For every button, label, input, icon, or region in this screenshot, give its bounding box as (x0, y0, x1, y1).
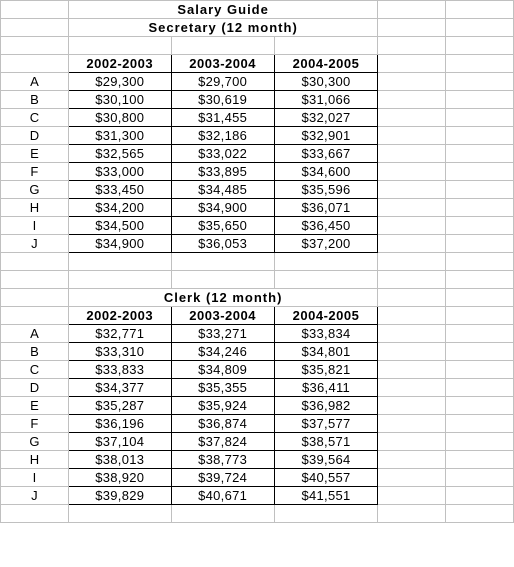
salary-cell[interactable]: $33,833 (68, 361, 171, 379)
sheet-cell[interactable] (171, 271, 274, 289)
salary-cell[interactable]: $37,104 (68, 433, 171, 451)
salary-cell[interactable]: $33,310 (68, 343, 171, 361)
salary-cell[interactable]: $34,500 (68, 217, 171, 235)
sheet-cell[interactable] (274, 253, 378, 271)
grade-label[interactable]: A (1, 73, 69, 91)
sheet-cell[interactable] (446, 91, 514, 109)
table-row (1, 109, 514, 127)
sheet-cell[interactable] (378, 253, 446, 271)
sheet-cell[interactable] (446, 379, 514, 397)
salary-cell[interactable]: $32,901 (274, 127, 378, 145)
sheet-cell[interactable] (446, 145, 514, 163)
sheet-cell[interactable] (446, 415, 514, 433)
sheet-cell[interactable] (446, 487, 514, 505)
salary-cell[interactable]: $33,895 (171, 163, 274, 181)
sheet-cell[interactable] (378, 91, 446, 109)
salary-cell[interactable]: $34,246 (171, 343, 274, 361)
sheet-cell[interactable] (446, 253, 514, 271)
sheet-cell[interactable] (378, 433, 446, 451)
sheet-cell[interactable] (446, 19, 514, 37)
sheet-cell[interactable] (446, 199, 514, 217)
salary-cell[interactable]: $34,801 (274, 343, 378, 361)
sheet-cell[interactable] (378, 127, 446, 145)
sheet-cell[interactable] (378, 505, 446, 523)
salary-cell[interactable]: $34,900 (68, 235, 171, 253)
sheet-cell[interactable] (446, 37, 514, 55)
sheet-cell[interactable] (1, 1, 69, 19)
salary-cell[interactable]: $30,800 (68, 109, 171, 127)
grade-label[interactable]: D (1, 127, 69, 145)
table-row (1, 325, 514, 343)
salary-cell[interactable]: $37,200 (274, 235, 378, 253)
section-title-row (1, 19, 514, 37)
sheet-cell[interactable] (68, 37, 171, 55)
sheet-cell[interactable] (1, 307, 69, 325)
grade-label[interactable]: I (1, 469, 69, 487)
sheet-cell[interactable] (446, 127, 514, 145)
grade-label[interactable]: E (1, 397, 69, 415)
salary-cell[interactable]: $30,300 (274, 73, 378, 91)
sheet-cell[interactable] (378, 55, 446, 73)
salary-cell[interactable]: $34,809 (171, 361, 274, 379)
grade-label[interactable]: C (1, 109, 69, 127)
table-row (1, 127, 514, 145)
sheet-cell[interactable] (378, 415, 446, 433)
salary-cell[interactable]: $33,667 (274, 145, 378, 163)
grade-label[interactable]: C (1, 361, 69, 379)
grade-label[interactable]: A (1, 325, 69, 343)
sheet-cell[interactable] (378, 361, 446, 379)
grade-label[interactable]: J (1, 487, 69, 505)
salary-cell[interactable]: $36,411 (274, 379, 378, 397)
table-row (1, 361, 514, 379)
sheet-cell[interactable] (378, 289, 446, 307)
sheet-cell[interactable] (446, 505, 514, 523)
sheet-cell[interactable] (274, 271, 378, 289)
salary-cell[interactable]: $29,700 (171, 73, 274, 91)
sheet-cell[interactable] (171, 505, 274, 523)
sheet-cell[interactable] (274, 37, 378, 55)
sheet-cell[interactable] (446, 433, 514, 451)
salary-cell[interactable]: $30,619 (171, 91, 274, 109)
sheet-cell[interactable] (1, 19, 69, 37)
grade-label[interactable]: B (1, 343, 69, 361)
sheet-cell[interactable] (446, 163, 514, 181)
grade-label[interactable]: F (1, 163, 69, 181)
salary-cell[interactable]: $34,600 (274, 163, 378, 181)
sheet-cell[interactable] (446, 235, 514, 253)
table-row (1, 469, 514, 487)
salary-cell[interactable]: $34,900 (171, 199, 274, 217)
salary-cell[interactable]: $33,000 (68, 163, 171, 181)
header-row (1, 55, 514, 73)
salary-cell[interactable]: $38,773 (171, 451, 274, 469)
salary-cell[interactable]: $32,771 (68, 325, 171, 343)
sheet-cell[interactable] (378, 217, 446, 235)
table-row (1, 235, 514, 253)
sheet-cell[interactable] (446, 1, 514, 19)
table-row (1, 73, 514, 91)
sheet-cell[interactable] (1, 253, 69, 271)
salary-cell[interactable]: $35,821 (274, 361, 378, 379)
salary-cell[interactable]: $33,834 (274, 325, 378, 343)
sheet-cell[interactable] (446, 343, 514, 361)
table-row (1, 199, 514, 217)
sheet-cell[interactable] (446, 289, 514, 307)
sheet-cell[interactable] (446, 73, 514, 91)
table-row (1, 397, 514, 415)
sheet-cell[interactable] (378, 73, 446, 91)
blank-row (1, 253, 514, 271)
sheet-cell[interactable] (68, 253, 171, 271)
salary-cell[interactable]: $35,596 (274, 181, 378, 199)
grade-label[interactable]: F (1, 415, 69, 433)
sheet-cell[interactable] (1, 271, 69, 289)
salary-cell[interactable]: $31,455 (171, 109, 274, 127)
sheet-cell[interactable] (378, 235, 446, 253)
table-row (1, 91, 514, 109)
salary-cell[interactable]: $32,027 (274, 109, 378, 127)
sheet-cell[interactable] (378, 397, 446, 415)
sheet-cell[interactable] (68, 271, 171, 289)
salary-cell[interactable]: $41,551 (274, 487, 378, 505)
sheet-cell[interactable] (378, 37, 446, 55)
grade-label[interactable]: D (1, 379, 69, 397)
column-header[interactable]: 2003-2004 (171, 55, 274, 73)
salary-cell[interactable]: $38,571 (274, 433, 378, 451)
salary-cell[interactable]: $39,829 (68, 487, 171, 505)
salary-cell[interactable]: $38,013 (68, 451, 171, 469)
column-header[interactable]: 2004-2005 (274, 55, 378, 73)
salary-cell[interactable]: $37,824 (171, 433, 274, 451)
salary-cell[interactable]: $36,874 (171, 415, 274, 433)
salary-cell[interactable]: $36,982 (274, 397, 378, 415)
sheet-cell[interactable] (446, 181, 514, 199)
salary-cell[interactable]: $34,377 (68, 379, 171, 397)
sheet-cell[interactable] (378, 469, 446, 487)
page-title[interactable]: Salary Guide (68, 1, 378, 19)
salary-cell[interactable]: $34,485 (171, 181, 274, 199)
column-header[interactable]: 2002-2003 (68, 307, 171, 325)
table-row (1, 487, 514, 505)
salary-cell[interactable]: $31,300 (68, 127, 171, 145)
sheet-cell[interactable] (378, 487, 446, 505)
grade-label[interactable]: I (1, 217, 69, 235)
salary-cell[interactable]: $35,924 (171, 397, 274, 415)
page-title-row (1, 1, 514, 19)
sheet-cell[interactable] (378, 163, 446, 181)
blank-row (1, 505, 514, 523)
sheet-cell[interactable] (378, 19, 446, 37)
blank-row (1, 37, 514, 55)
sheet-cell[interactable] (1, 505, 69, 523)
section-title-row (1, 289, 514, 307)
table-row (1, 181, 514, 199)
sheet-cell[interactable] (274, 505, 378, 523)
salary-cell[interactable]: $30,100 (68, 91, 171, 109)
salary-cell[interactable]: $33,022 (171, 145, 274, 163)
sheet-cell[interactable] (378, 145, 446, 163)
salary-cell[interactable]: $35,287 (68, 397, 171, 415)
grade-label[interactable]: B (1, 91, 69, 109)
sheet-cell[interactable] (446, 307, 514, 325)
sheet-cell[interactable] (446, 109, 514, 127)
sheet-cell[interactable] (378, 325, 446, 343)
salary-cell[interactable]: $39,724 (171, 469, 274, 487)
salary-cell[interactable]: $40,671 (171, 487, 274, 505)
sheet-cell[interactable] (1, 37, 69, 55)
sheet-cell[interactable] (446, 217, 514, 235)
sheet-cell[interactable] (68, 505, 171, 523)
grade-label[interactable]: E (1, 145, 69, 163)
salary-cell[interactable]: $37,577 (274, 415, 378, 433)
salary-cell[interactable]: $36,053 (171, 235, 274, 253)
header-row (1, 307, 514, 325)
sheet-cell[interactable] (446, 271, 514, 289)
salary-cell[interactable]: $36,450 (274, 217, 378, 235)
sheet-cell[interactable] (378, 109, 446, 127)
salary-cell[interactable]: $36,071 (274, 199, 378, 217)
salary-cell[interactable]: $36,196 (68, 415, 171, 433)
sheet-cell[interactable] (446, 451, 514, 469)
blank-row (1, 271, 514, 289)
sheet-cell[interactable] (378, 379, 446, 397)
table-row (1, 217, 514, 235)
table-row (1, 433, 514, 451)
sheet-cell[interactable] (378, 199, 446, 217)
column-header[interactable]: 2004-2005 (274, 307, 378, 325)
grade-label[interactable]: J (1, 235, 69, 253)
salary-cell[interactable]: $33,450 (68, 181, 171, 199)
salary-cell[interactable]: $35,650 (171, 217, 274, 235)
grade-label[interactable]: H (1, 451, 69, 469)
table-row (1, 379, 514, 397)
section-title[interactable]: Secretary (12 month) (68, 19, 378, 37)
salary-cell[interactable]: $31,066 (274, 91, 378, 109)
sheet-cell[interactable] (1, 55, 69, 73)
salary-cell[interactable]: $32,565 (68, 145, 171, 163)
sheet-cell[interactable] (378, 343, 446, 361)
sheet-cell[interactable] (446, 361, 514, 379)
sheet-cell[interactable] (378, 271, 446, 289)
sheet-cell[interactable] (446, 397, 514, 415)
sheet-cell[interactable] (446, 55, 514, 73)
section-title[interactable]: Clerk (12 month) (68, 289, 378, 307)
sheet-cell[interactable] (378, 181, 446, 199)
salary-cell[interactable]: $32,186 (171, 127, 274, 145)
salary-cell[interactable]: $33,271 (171, 325, 274, 343)
salary-cell[interactable]: $38,920 (68, 469, 171, 487)
sheet-cell[interactable] (378, 1, 446, 19)
column-header[interactable]: 2003-2004 (171, 307, 274, 325)
grade-label[interactable]: G (1, 181, 69, 199)
salary-cell[interactable]: $40,557 (274, 469, 378, 487)
table-row (1, 451, 514, 469)
salary-cell[interactable]: $35,355 (171, 379, 274, 397)
column-header[interactable]: 2002-2003 (68, 55, 171, 73)
grade-label[interactable]: H (1, 199, 69, 217)
sheet-cell[interactable] (171, 253, 274, 271)
salary-cell[interactable]: $39,564 (274, 451, 378, 469)
sheet-cell[interactable] (446, 469, 514, 487)
sheet-cell[interactable] (171, 37, 274, 55)
table-row (1, 343, 514, 361)
table-row (1, 163, 514, 181)
sheet-cell[interactable] (378, 307, 446, 325)
salary-cell[interactable]: $29,300 (68, 73, 171, 91)
salary-cell[interactable]: $34,200 (68, 199, 171, 217)
sheet-cell[interactable] (378, 451, 446, 469)
table-row (1, 145, 514, 163)
sheet-cell[interactable] (1, 289, 69, 307)
table-row (1, 415, 514, 433)
sheet-cell[interactable] (446, 325, 514, 343)
grade-label[interactable]: G (1, 433, 69, 451)
